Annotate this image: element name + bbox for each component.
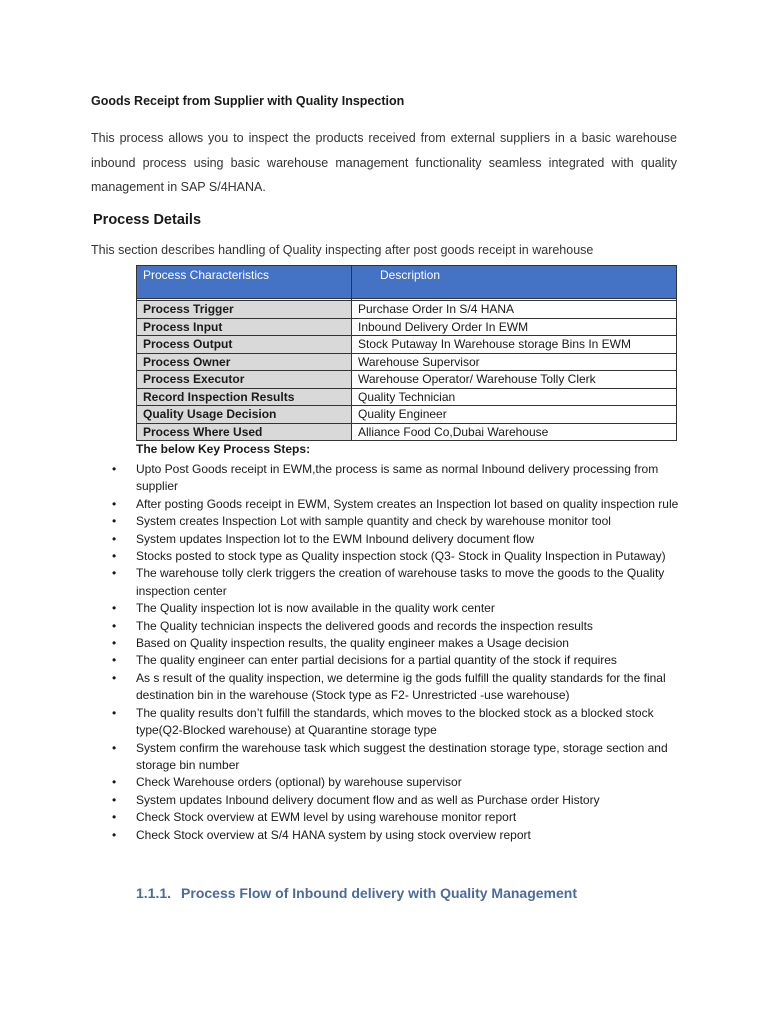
table-row xyxy=(137,423,677,441)
list-item xyxy=(112,774,680,791)
list-item xyxy=(112,740,680,775)
list-item xyxy=(112,600,680,617)
key-steps-title: The below Key Process Steps: xyxy=(136,442,311,456)
process-flow-subheading xyxy=(136,885,577,901)
list-item xyxy=(112,652,680,669)
step-text: Check Warehouse orders (optional) by warehouse supervisor xyxy=(136,775,462,790)
list-item xyxy=(112,548,680,565)
row-label-cell: Process Trigger xyxy=(137,301,352,319)
row-label-cell: Process Output xyxy=(137,336,352,354)
list-item xyxy=(112,809,680,826)
step-text: The quality results don’t fulfill the standards, which moves to the blocked stock as a blocked stock type(Q2-Blocked warehouse) at Quarantine storage type xyxy=(136,705,654,738)
key-steps-list xyxy=(112,461,680,844)
step-text: The quality engineer can enter partial decisions for a partial quantity of the stock if requires xyxy=(136,653,617,668)
row-value-cell: Purchase Order In S/4 HANA xyxy=(352,301,677,319)
row-label-cell: Process Owner xyxy=(137,353,352,371)
step-text: The Quality inspection lot is now available in the quality work center xyxy=(136,601,495,616)
row-value-cell: Warehouse Operator/ Warehouse Tolly Clerk xyxy=(352,371,677,389)
intro-paragraph: This process allows you to inspect the products received from external suppliers in a basic warehouse inbound process using basic warehouse management functionality seamless integrated with quality management in SAP S/4HANA. xyxy=(91,131,677,194)
row-value-cell: Quality Technician xyxy=(352,388,677,406)
bullet-icon: • xyxy=(112,462,117,476)
step-text: Based on Quality inspection results, the quality engineer makes a Usage decision xyxy=(136,636,569,651)
bullet-icon: • xyxy=(112,653,117,668)
row-value-cell: Warehouse Supervisor xyxy=(352,353,677,371)
step-text: The Quality technician inspects the delivered goods and records the inspection results xyxy=(136,618,593,633)
step-text: System updates Inbound delivery document flow and as well as Purchase order History xyxy=(136,792,600,807)
table-body xyxy=(137,299,677,441)
document-title: Goods Receipt from Supplier with Quality Inspection xyxy=(91,94,405,108)
bullet-icon: • xyxy=(112,549,117,564)
bullet-icon: • xyxy=(112,792,117,807)
list-item xyxy=(112,792,680,809)
row-label-cell: Process Input xyxy=(137,318,352,336)
subheading-number: 1.1.1. xyxy=(136,885,172,901)
list-item xyxy=(112,531,680,548)
step-text: System updates Inspection lot to the EWM Inbound delivery document flow xyxy=(136,531,535,546)
bullet-icon: • xyxy=(112,636,117,651)
list-item xyxy=(112,565,680,600)
table-row xyxy=(137,336,677,354)
row-label-cell: Record Inspection Results xyxy=(137,388,352,406)
table-row xyxy=(137,318,677,336)
bullet-icon: • xyxy=(112,775,117,790)
bullet-icon: • xyxy=(112,531,117,546)
bullet-icon: • xyxy=(112,670,117,685)
table-row xyxy=(137,301,677,319)
bullet-icon: • xyxy=(112,740,117,755)
row-value-cell: Quality Engineer xyxy=(352,406,677,424)
table-row xyxy=(137,371,677,389)
header-description: Description xyxy=(352,266,677,299)
table-header-row xyxy=(137,266,677,299)
row-value-cell: Inbound Delivery Order In EWM xyxy=(352,318,677,336)
row-label-cell: Process Where Used xyxy=(137,423,352,441)
bullet-icon: • xyxy=(112,827,117,842)
row-value-cell: Stock Putaway In Warehouse storage Bins In EWM xyxy=(352,336,677,354)
table-row xyxy=(137,388,677,406)
step-text: As s result of the quality inspection, we determine ig the gods fulfill the quality standards for the final destination bin in the warehouse (Stock type as F2- Unrestricted -use warehouse) xyxy=(136,670,666,703)
list-item xyxy=(112,461,680,496)
section-heading: Process Details xyxy=(93,212,202,228)
row-value-cell: Alliance Food Co,Dubai Warehouse xyxy=(352,423,677,441)
step-text: After posting Goods receipt in EWM, System creates an Inspection lot based on quality inspection rule xyxy=(136,496,679,511)
step-text: Upto Post Goods receipt in EWM,the process is same as normal Inbound delivery processing from supplier xyxy=(136,462,659,494)
bullet-icon: • xyxy=(112,810,117,825)
step-text: The warehouse tolly clerk triggers the creation of warehouse tasks to move the goods to the Quality inspection center xyxy=(136,566,665,598)
bullet-icon: • xyxy=(112,496,117,511)
step-text: Stocks posted to stock type as Quality inspection stock (Q3- Stock in Quality Inspection in Putaway) xyxy=(136,549,666,564)
list-item xyxy=(112,513,680,530)
row-label-cell: Quality Usage Decision xyxy=(137,406,352,424)
list-item xyxy=(112,827,680,844)
step-text: Check Stock overview at EWM level by using warehouse monitor report xyxy=(136,810,517,825)
list-item xyxy=(112,670,680,705)
row-label-cell: Process Executor xyxy=(137,371,352,389)
list-item xyxy=(112,635,680,652)
bullet-icon: • xyxy=(112,601,117,616)
bullet-icon: • xyxy=(112,705,117,720)
process-details-table xyxy=(136,265,677,441)
subheading-text: Process Flow of Inbound delivery with Quality Management xyxy=(181,885,577,901)
bullet-icon: • xyxy=(112,618,117,633)
step-text: Check Stock overview at S/4 HANA system by using stock overview report xyxy=(136,827,531,842)
list-item xyxy=(112,618,680,635)
table-row xyxy=(137,353,677,371)
header-process-characteristics: Process Characteristics xyxy=(137,266,352,299)
table-row xyxy=(137,406,677,424)
list-item xyxy=(112,496,680,513)
bullet-icon: • xyxy=(112,566,117,581)
step-text: System confirm the warehouse task which suggest the destination storage type, storage section and storage bin number xyxy=(136,740,668,772)
step-text: System creates Inspection Lot with sample quantity and check by warehouse monitor tool xyxy=(136,514,611,529)
list-item xyxy=(112,705,680,740)
section-description: This section describes handling of Quality inspecting after post goods receipt in warehouse xyxy=(91,243,594,257)
bullet-icon: • xyxy=(112,514,117,529)
